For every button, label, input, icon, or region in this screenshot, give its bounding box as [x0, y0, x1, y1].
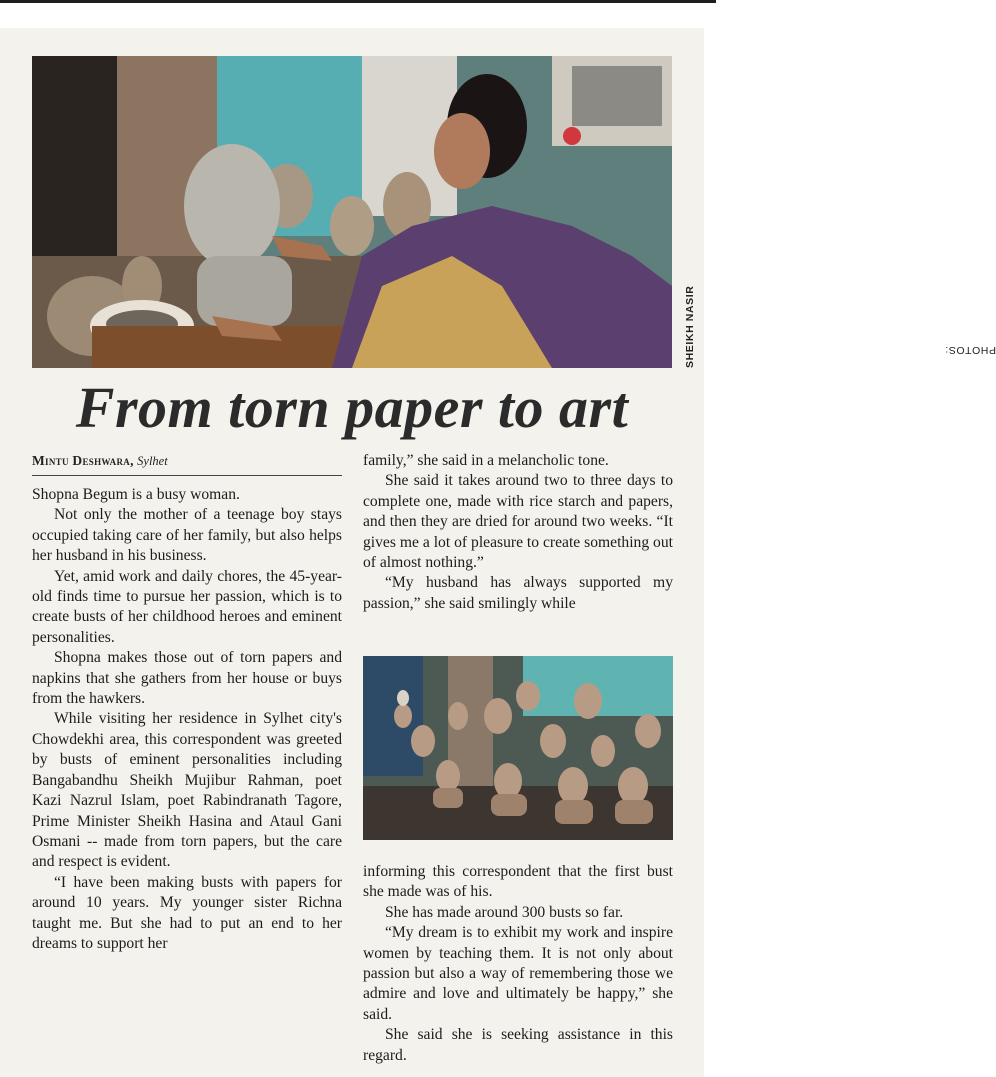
paragraph: While visiting her residence in Sylhet city's Chowdekhi area, this correspondent was greeted by busts of eminent personalities including Bangabandhu Sheikh Mujibur Rahman, poet Kazi Nazrul Islam, poet Rabindranath Tagore, Prime Minister Sheikh Hasina and Ataul Gani Osmani -- made from torn papers, but the care and respect is evident.: [32, 710, 342, 871]
main-photo: [32, 56, 672, 368]
paragraph: Shopna Begum is a busy woman.: [32, 486, 240, 503]
paragraph: She has made around 300 busts so far.: [385, 903, 624, 921]
paragraph: “I have been making busts with papers for around 10 years. My younger sister Richna taught me. But she had to put an end to her dreams to support her: [32, 873, 342, 952]
byline-location: Sylhet: [137, 454, 168, 468]
busts-photo: [363, 656, 673, 840]
article-column-1: [32, 485, 342, 954]
photo-credit: [672, 56, 996, 368]
paragraph: “My dream is to exhibit my work and inspire women by teaching them. It is not only about passion but also a way of remembering those we admire and love and ultimately be happy,” she said.: [363, 924, 673, 1023]
paragraph: She said she is seeking assistance in this regard.: [363, 1026, 673, 1064]
article-column-2-bottom: [363, 862, 673, 1066]
paragraph: family,” she said in a melancholic tone.: [363, 452, 609, 469]
photo-credit-label: PHOTOS:: [944, 344, 996, 356]
byline-rule: [32, 475, 342, 476]
headline: From torn paper to art: [75, 375, 629, 440]
byline: [32, 452, 342, 470]
byline-author: Mintu Deshwara,: [32, 453, 134, 468]
paragraph: Yet, amid work and daily chores, the 45-year-old finds time to pursue her passion, which is to create busts of her childhood heroes and eminent personalities.: [32, 567, 342, 646]
article-column-2-top: [363, 451, 673, 614]
paragraph: Not only the mother of a teenage boy stays occupied taking care of her family, but also helps her husband in his business.: [32, 506, 342, 565]
photo-credit-name: SHEIKH NASIR: [684, 285, 696, 368]
top-border: [0, 0, 716, 3]
paragraph: She said it takes around two to three days to complete one, made with rice starch and papers, and then they are dried for around two weeks. “It gives me a lot of pleasure to create something out of almost nothing.”: [363, 472, 673, 572]
paragraph: “My husband has always supported my passion,” she said smilingly while: [363, 574, 673, 612]
paragraph: informing this correspondent that the first bust she made was of his.: [363, 863, 673, 901]
paragraph: Shopna makes those out of torn papers and napkins that she gathers from her house or buys from the hawkers.: [32, 649, 342, 708]
